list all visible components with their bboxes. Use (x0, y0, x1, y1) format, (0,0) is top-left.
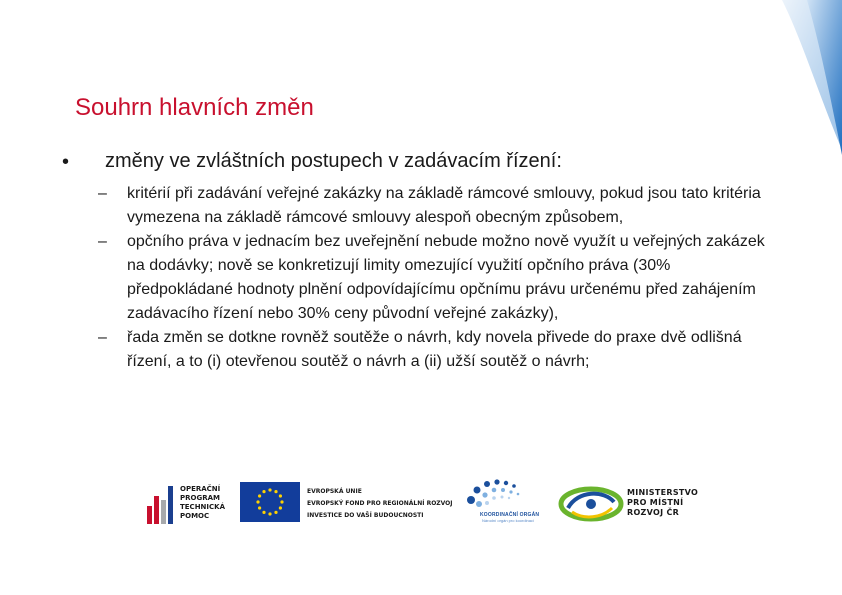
coord-body-caption: KOORDINAČNÍ ORGÁN (480, 512, 540, 518)
bullet-marker: • (62, 151, 70, 173)
coord-body-subcaption: Národní orgán pro koordinaci (482, 518, 534, 523)
op-technical-assistance-logo (145, 478, 240, 526)
main-bullet-text: změny ve zvláštních postupech v zadávacím řízení: (105, 150, 562, 172)
mmr-logo-line: PRO MÍSTNÍ (627, 498, 684, 507)
sub-bullet-item (98, 182, 778, 230)
dash-marker: – (98, 329, 107, 346)
bar-chart-logo-icon (147, 484, 173, 524)
eu-flag-icon (240, 482, 300, 522)
op-logo-text (180, 485, 225, 521)
corner-swoosh-decoration (732, 0, 842, 160)
mmr-logo-line: ROZVOJ ČR (627, 508, 680, 517)
slide-title: Souhrn hlavních změn (75, 94, 314, 121)
mmr-logo-text (627, 488, 698, 518)
sub-bullet-item (98, 326, 778, 374)
sub-bullet-text: kritérií při zadávání veřejné zakázky na základě rámcové smlouvy, pokud jsou tato kritéria vymezena na základě rámcové smlouvy alespoň obecným způsobem, (127, 185, 761, 226)
eu-logo-line: EVROPSKÝ FOND PRO REGIONÁLNÍ ROZVOJ (307, 500, 453, 507)
op-logo-line: POMOC (180, 512, 210, 520)
op-logo-line: TECHNICKÁ (180, 503, 225, 511)
dash-marker: – (98, 233, 107, 250)
op-logo-line: OPERAČNÍ (180, 485, 221, 493)
footer-logo-strip (145, 478, 705, 528)
green-blue-swirl-logo-icon (558, 484, 624, 524)
sub-bullet-text: řada změn se dotkne rovněž soutěže o návrh, kdy novela přivede do praxe dvě odlišná řízení, a to (i) otevřenou soutěž o návrh a (ii) užší soutěž o návrh; (127, 329, 742, 370)
sub-bullet-text: opčního práva v jednacím bez uveřejnění nebude možno nově využít u veřejných zakázek na dodávky; nově se konkretizují limity omezující využití opčního práva (30% předpokládané hodnoty plnění odpovídajícímu opčnímu právu určenému před zahájením zadávacího řízení nebo 30% ceny původní veřejné zakázky), (127, 233, 765, 322)
sub-bullet-item (98, 230, 778, 326)
mmr-logo-line: MINISTERSTVO (627, 488, 699, 497)
eu-logo-line: INVESTICE DO VAŠÍ BUDOUCNOSTI (307, 512, 424, 519)
eu-logo-text (307, 486, 453, 522)
sub-bullet-list (98, 182, 778, 374)
dash-marker: – (98, 185, 107, 202)
eu-logo-line: EVROPSKÁ UNIE (307, 488, 362, 495)
op-logo-line: PROGRAM (180, 494, 220, 502)
